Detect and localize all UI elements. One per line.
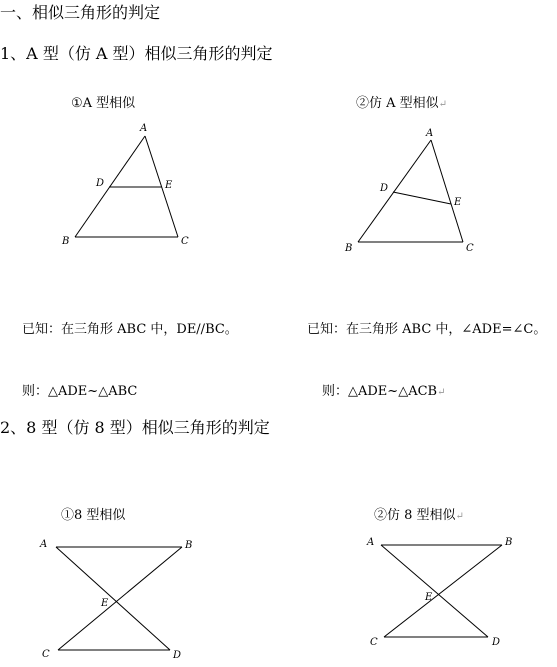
point-label-d-3: D [173,650,182,661]
segment-bc-4 [384,545,502,637]
point-label-a-2: A [426,128,434,139]
point-label-b-2: B [345,243,353,254]
given-a-type: 已知：在三角形 ABC 中，DE//BC。 [22,322,238,337]
point-label-b-3: B [185,540,193,551]
segment-ad-3 [56,547,170,650]
point-label-c: C [181,236,189,247]
return-mark-icon: ↵ [437,387,446,398]
conclusion-fake-a-type-text: 则：△ADE~△ACB [322,384,438,399]
point-label-e: E [165,180,173,191]
fig-fake-a-caption-text: ②仿 A 型相似 [356,96,439,111]
fig-a-caption: ①A 型相似 [71,96,136,111]
fig-fake-8-caption-text: ②仿 8 型相似 [374,508,456,523]
point-label-b: B [62,236,70,247]
point-label-d: D [96,178,105,189]
point-label-b-4: B [505,537,513,548]
point-label-e-4: E [425,592,433,603]
given-fake-a-type: 已知：在三角形 ABC 中，∠ADE=∠C。 [307,322,547,337]
point-label-c-2: C [466,243,474,254]
point-label-d-2: D [380,183,389,194]
point-label-a: A [140,123,148,134]
segment-ab-2 [358,140,431,242]
part2-heading: 2、8 型（仿 8 型）相似三角形的判定 [0,418,270,437]
conclusion-fake-a-type [322,380,445,399]
point-label-e-3: E [101,598,109,609]
segment-ac-2 [431,140,463,242]
return-mark-icon: ↵ [455,511,464,522]
point-label-c-3: C [42,649,50,660]
segment-de-2 [393,192,451,204]
segment-bc-3 [58,547,182,650]
section-title: 一、相似三角形的判定 [0,3,161,22]
part1-heading: 1、A 型（仿 A 型）相似三角形的判定 [0,44,273,63]
point-label-c-4: C [370,637,378,648]
conclusion-a-type: 则：△ADE~△ABC [22,384,138,399]
fig-fake-8-caption [374,504,464,523]
segment-ad-4 [381,545,488,637]
return-mark-icon: ↵ [438,99,448,110]
point-label-e-2: E [454,197,462,208]
point-label-d-4: D [492,637,501,648]
point-label-a-3: A [40,539,48,550]
fig-8-caption: ①8 型相似 [61,508,126,523]
point-label-a-4: A [367,537,375,548]
